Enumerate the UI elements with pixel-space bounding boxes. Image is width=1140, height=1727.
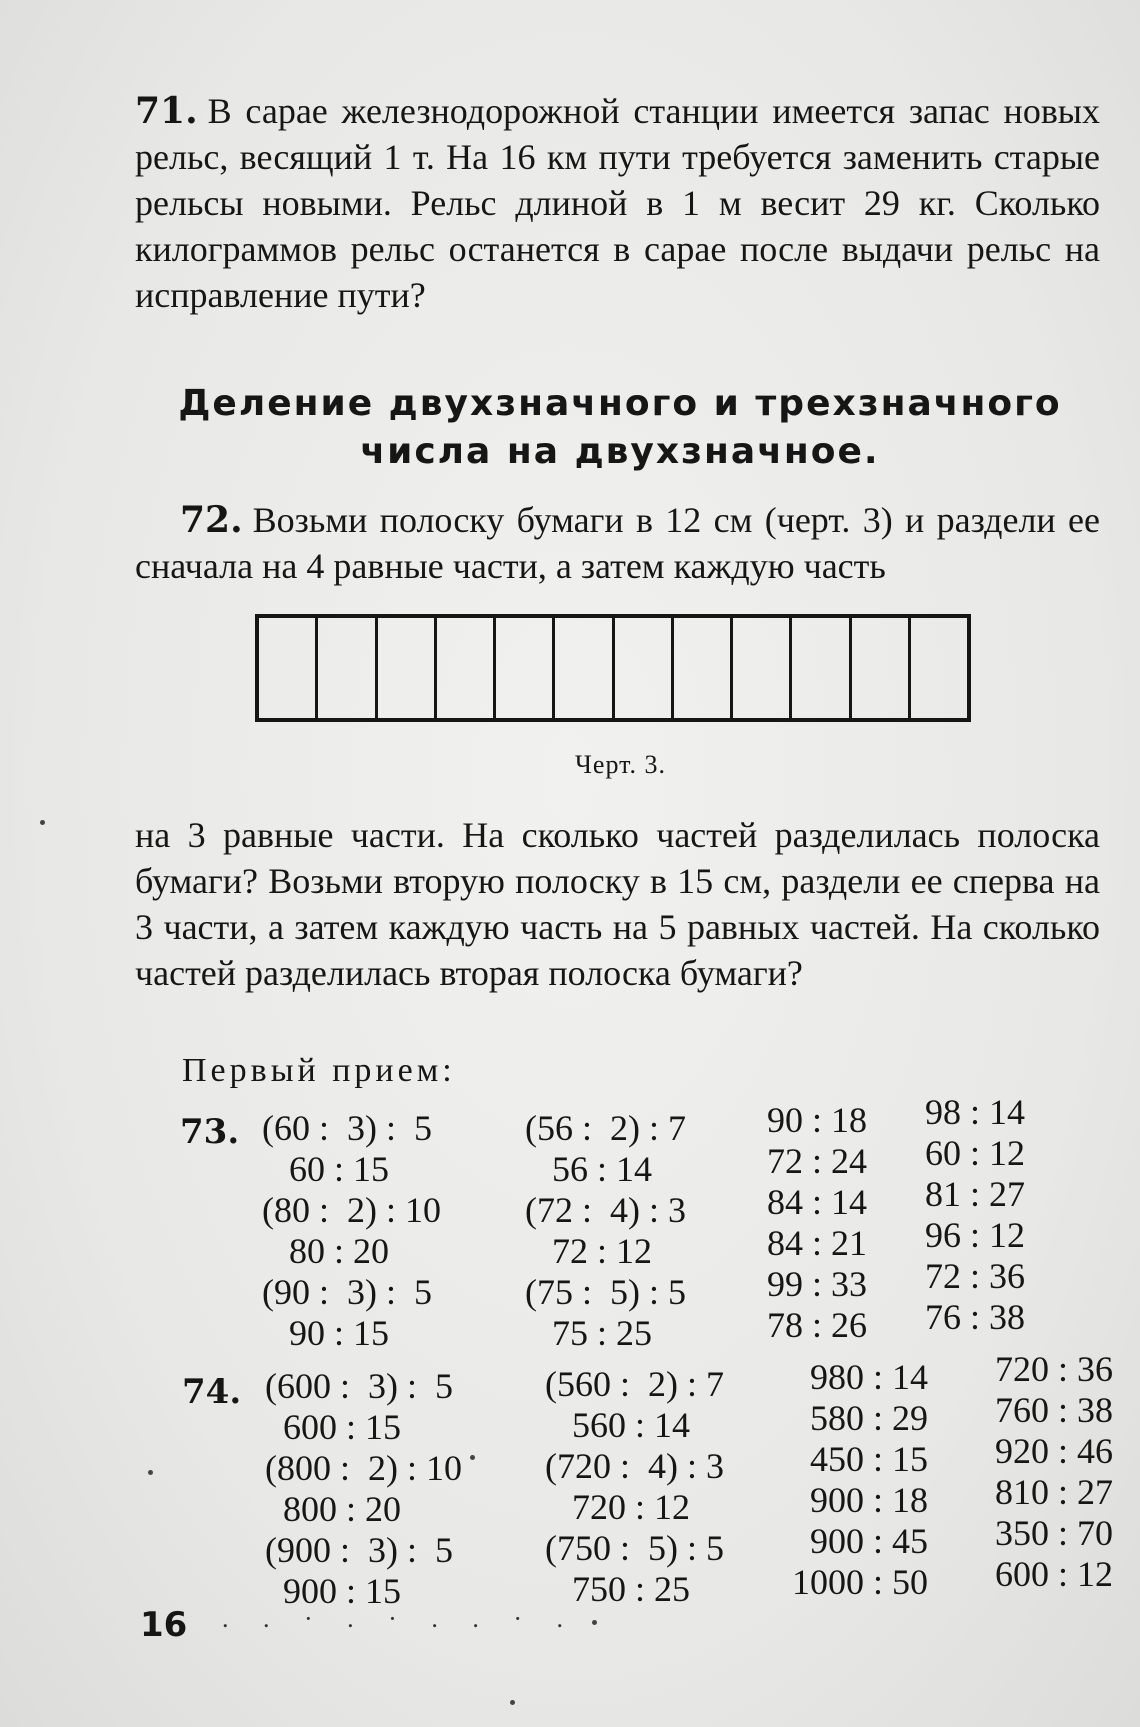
problem-72-number: 72. bbox=[180, 499, 243, 541]
expression: 84 : 14 bbox=[767, 1182, 868, 1222]
expression: 72 : 24 bbox=[767, 1141, 868, 1181]
expression: (800 : 2) : 10 bbox=[265, 1448, 462, 1488]
exercise-74-number: 74. bbox=[182, 1372, 242, 1412]
expression: 75 : 25 bbox=[525, 1313, 653, 1353]
strip-cell bbox=[318, 618, 377, 718]
expression: 60 : 15 bbox=[262, 1149, 390, 1189]
strip-cell bbox=[911, 618, 967, 718]
section-heading-line-2: числа на двухзначное. bbox=[360, 431, 880, 472]
expression: 76 : 38 bbox=[925, 1297, 1026, 1337]
exercise-74-column-1 bbox=[265, 1366, 462, 1612]
expression: 81 : 27 bbox=[925, 1174, 1026, 1214]
expression: 750 : 25 bbox=[545, 1569, 691, 1609]
exercise-74-column-4 bbox=[995, 1349, 1113, 1595]
figure-caption: Черт. 3. bbox=[575, 750, 667, 779]
exercise-73-column-2 bbox=[525, 1108, 686, 1354]
strip-cell bbox=[437, 618, 496, 718]
expression: 760 : 38 bbox=[995, 1390, 1114, 1430]
exercise-73-column-1 bbox=[262, 1108, 441, 1354]
expression: 920 : 46 bbox=[995, 1431, 1114, 1471]
expression: 84 : 21 bbox=[767, 1223, 868, 1263]
problem-72-intro bbox=[135, 497, 1100, 589]
exercise-73-number: 73. bbox=[180, 1112, 240, 1152]
strip-cell bbox=[792, 618, 851, 718]
expression: (560 : 2) : 7 bbox=[545, 1364, 724, 1404]
expression: 580 : 29 bbox=[792, 1398, 929, 1438]
expression: (900 : 3) : 5 bbox=[265, 1530, 453, 1570]
expression: 600 : 12 bbox=[995, 1554, 1114, 1594]
expression: (600 : 3) : 5 bbox=[265, 1366, 453, 1406]
expression: 99 : 33 bbox=[767, 1264, 868, 1304]
strip-cell bbox=[259, 618, 318, 718]
strip-cell bbox=[615, 618, 674, 718]
expression: 72 : 36 bbox=[925, 1256, 1026, 1296]
expression: (80 : 2) : 10 bbox=[262, 1190, 441, 1230]
print-speck bbox=[592, 1620, 597, 1625]
expression: 60 : 12 bbox=[925, 1133, 1026, 1173]
expression: 600 : 15 bbox=[265, 1407, 402, 1447]
expression: 810 : 27 bbox=[995, 1472, 1114, 1512]
expression: 78 : 26 bbox=[767, 1305, 868, 1345]
print-speck bbox=[40, 820, 45, 825]
expression: 900 : 15 bbox=[265, 1571, 402, 1611]
expression: 80 : 20 bbox=[262, 1231, 390, 1271]
expression: 98 : 14 bbox=[925, 1092, 1026, 1132]
problem-72-continuation: на 3 равные части. На сколько частей разделилась полоска бумаги? Возьми вторую полоску в 15 см, раздели ее сперва на 3 части, а затем каждую часть на 5 равных частей. На сколько частей разделилась вторая полоска бумаги? bbox=[135, 815, 1100, 993]
expression: (56 : 2) : 7 bbox=[525, 1108, 686, 1148]
expression: 72 : 12 bbox=[525, 1231, 653, 1271]
print-specks-decoration: . . · . · . . · . bbox=[222, 1604, 577, 1633]
strip-cell bbox=[496, 618, 555, 718]
expression: (72 : 4) : 3 bbox=[525, 1190, 686, 1230]
expression: 720 : 36 bbox=[995, 1349, 1114, 1389]
print-speck bbox=[148, 1470, 153, 1475]
expression: (750 : 5) : 5 bbox=[545, 1528, 724, 1568]
expression: 90 : 18 bbox=[767, 1100, 868, 1140]
strip-cell bbox=[852, 618, 911, 718]
expression: 900 : 45 bbox=[792, 1521, 929, 1561]
expression: 800 : 20 bbox=[265, 1489, 402, 1529]
paper-strip-figure bbox=[255, 614, 971, 722]
method-label: Первый прием: bbox=[182, 1052, 456, 1089]
expression: 56 : 14 bbox=[525, 1149, 653, 1189]
section-heading-line-1: Деление двухзначного и трехзначного bbox=[178, 383, 1062, 424]
problem-71-text: В сарае железнодорожной станции имеется запас новых рельс, весящий 1 т. На 16 км пути требуется заменить старые рельсы новыми. Рельс длиной в 1 м весит 29 кг. Сколько килограммов рельс останется в сарае после выдачи рельс на исправление пути? bbox=[135, 91, 1100, 315]
strip-cell bbox=[378, 618, 437, 718]
exercise-73-column-3 bbox=[767, 1100, 867, 1346]
exercise-74-column-2 bbox=[545, 1364, 724, 1610]
strip-cell bbox=[733, 618, 792, 718]
problem-71 bbox=[135, 88, 1100, 318]
expression: (75 : 5) : 5 bbox=[525, 1272, 686, 1312]
expression: 980 : 14 bbox=[792, 1357, 929, 1397]
exercise-74-column-3 bbox=[792, 1357, 928, 1603]
problem-72-text-before: Возьми полоску бумаги в 12 см (черт. 3) и раздели ее сначала на 4 равные части, а затем каждую часть bbox=[135, 500, 1100, 586]
strip-cell bbox=[555, 618, 614, 718]
expression: 450 : 15 bbox=[792, 1439, 929, 1479]
expression: (90 : 3) : 5 bbox=[262, 1272, 432, 1312]
expression: 560 : 14 bbox=[545, 1405, 691, 1445]
print-speck bbox=[510, 1700, 515, 1705]
expression: 1000 : 50 bbox=[792, 1562, 929, 1602]
exercise-73-column-4 bbox=[925, 1092, 1025, 1338]
expression: 90 : 15 bbox=[262, 1313, 390, 1353]
expression: (60 : 3) : 5 bbox=[262, 1108, 432, 1148]
page-number: 16 bbox=[140, 1605, 188, 1645]
expression: 350 : 70 bbox=[995, 1513, 1114, 1553]
problem-71-number: 71. bbox=[135, 90, 198, 132]
expression: (720 : 4) : 3 bbox=[545, 1446, 724, 1486]
expression: 900 : 18 bbox=[792, 1480, 929, 1520]
expression: 720 : 12 bbox=[545, 1487, 691, 1527]
strip-cell bbox=[674, 618, 733, 718]
print-speck bbox=[470, 1455, 475, 1460]
expression: 96 : 12 bbox=[925, 1215, 1026, 1255]
